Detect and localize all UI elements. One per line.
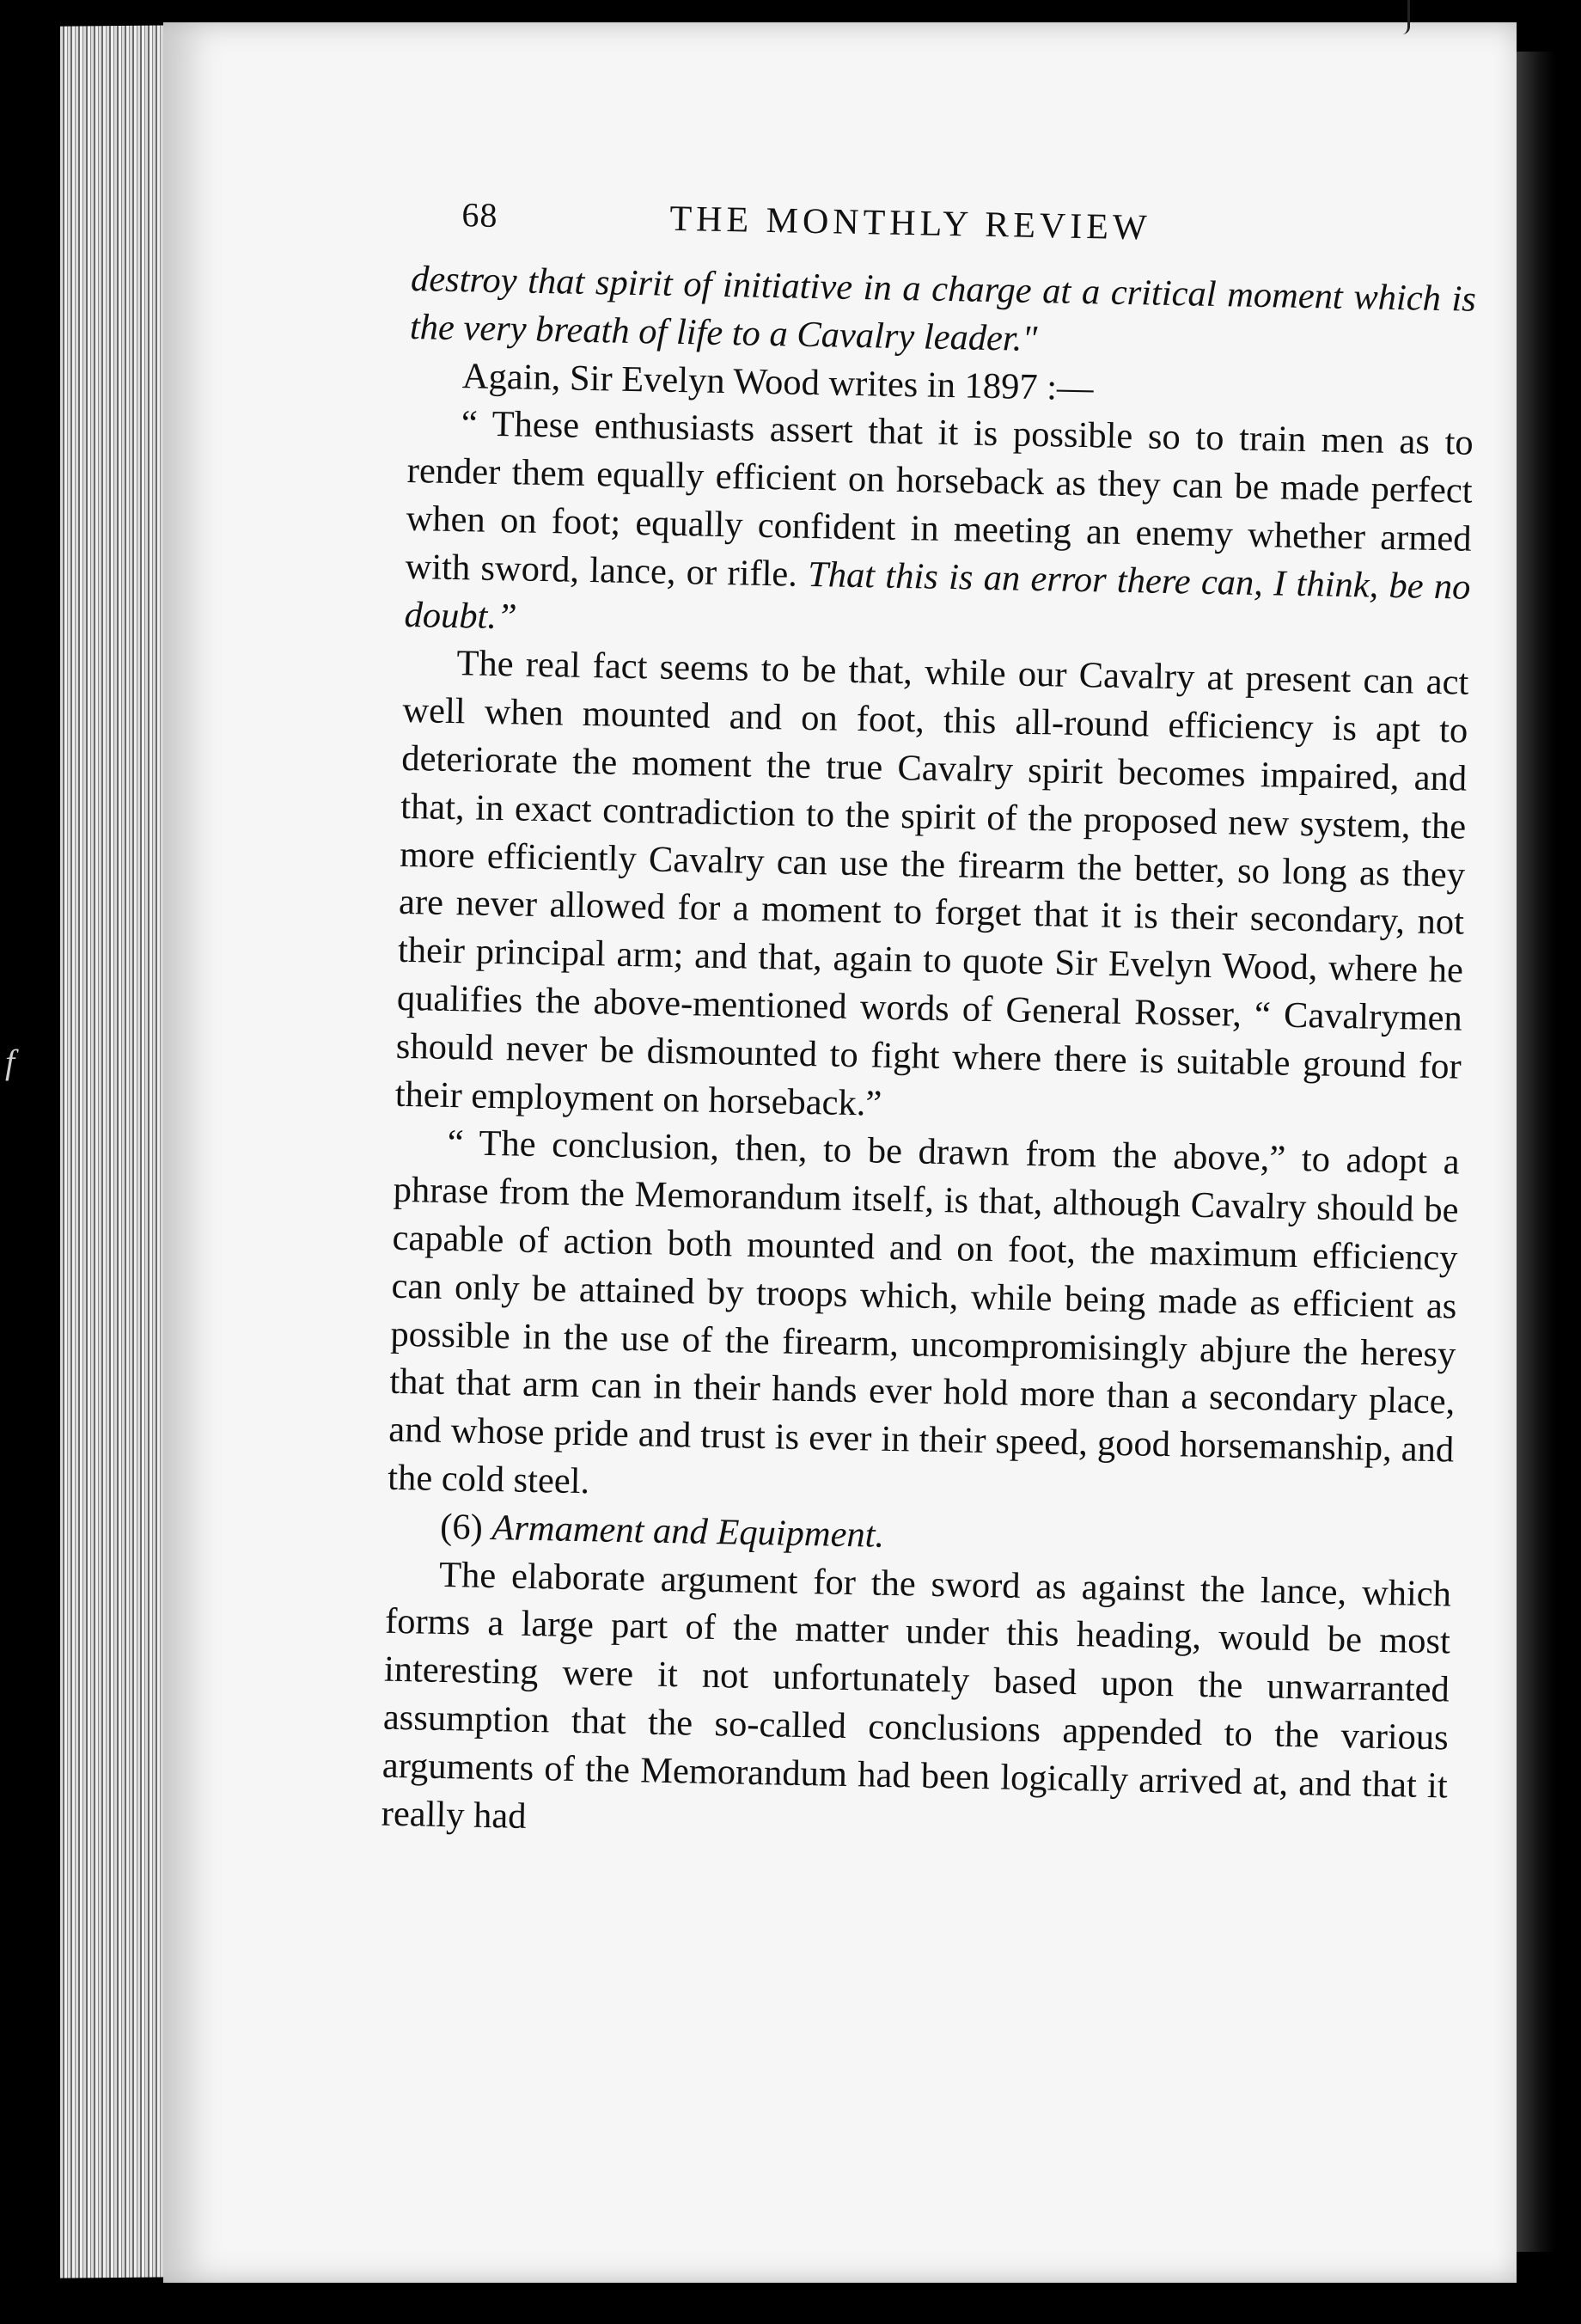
running-title: THE MONTHLY REVIEW [669, 199, 1151, 248]
quote-italic-text: That this is an error there can, I think, be no doubt.” [404, 553, 1471, 637]
page-text-block [381, 193, 1478, 1858]
paragraph-wood-intro: Again, Sir Evelyn Wood writes in 1897 :— [461, 355, 1095, 408]
quote-text: “ These enthusiasts assert that it is possible so to train men as to render them equally efficient on horseback as they can be made perfect when on foot; equally confident in meeting an enemy whether armed with sword, lance, or rifle. [405, 403, 1474, 595]
paragraph-wood-quote [404, 399, 1474, 659]
page-stack-edges [60, 25, 172, 2278]
paragraph-conclusion: “ The conclusion, then, to be drawn from the above,” to adopt a phrase from the Memorandum itself, is that, although Cavalry should be capable of action both mounted and on foot, the maximum efficiency can only be attained by troops which, while being made as efficient as possible in the use of the firearm, uncompromisingly abjure the heresy that that arm can in their hands ever hold more than a secondary place, and whose pride and trust is ever in their speed, good horsemanship, and the cold steel. [387, 1122, 1461, 1502]
paragraph-real-fact: The real fact seems to be that, while our Cavalry at present can act well when mounted and on foot, this all-round efficiency is apt to deteriorate the moment the true Cavalry spirit becomes impaired, and that, in exact contradiction to the spirit of the proposed new system, the more efficiently Cavalry can use the firearm the better, so long as they are never allowed for a moment to forget that it is their secondary, not their principal arm; and that, again to quote Sir Evelyn Wood, where he qualifies the above-mentioned words of General Rosser, “ Cavalrymen should never be dismounted to fight where there is suitable ground for their employment on horseback.” [394, 643, 1469, 1124]
stray-mark [1402, 0, 1410, 34]
margin-mark: f [5, 1043, 15, 1081]
paragraph-quote-end: destroy that spirit of initiative in a charge at a critical moment which is the very breath of life to a Cavalry leader." [409, 258, 1477, 359]
section-title: Armament and Equipment. [491, 1507, 885, 1556]
page-number: 68 [461, 195, 498, 235]
section-number: (6) [439, 1506, 492, 1548]
body-text [381, 255, 1476, 1858]
page-gutter-shadow [1517, 52, 1555, 2252]
paragraph-armament: The elaborate argument for the sword as against the lance, which forms a large part of the matter under this heading, would be most interesting were it not unfortunately based upon the unwarranted assumption that the so-called conclusions appended to the various arguments of the Memorandum had been logically arrived at, and that it really had [381, 1554, 1452, 1837]
